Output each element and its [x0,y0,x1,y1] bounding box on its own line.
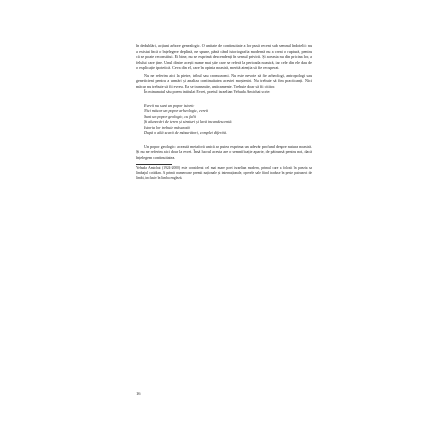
poem-line: Evreii nu sunt un popor istoric [144,102,195,108]
paragraph-4: Un popor geologic: această metaforă unică ar putea exprima un adevăr profund despre natura noastră. Și nu ne referim aici doar la evrei. Însă lucrul acesta are o semnificație aparte, de pătrunsă pentru noi, dacă înțelegem continuitatea. [136,143,312,160]
poem-line: Istoria lor trebuie măsurată [144,124,190,130]
page-number: 16 [136,391,141,396]
poem-quote [144,103,312,136]
paragraph-1: în dedublări, acțiuni arbore genealogic. O unitate de continuitate a lor pusă recent sub semnul îndoielii: nu a existat încă o înțelegere deplină, ne spune, până când istoriografia modernă nu a creat o ruptură, pentru că se poate reconstitui. Ei bine, nu se exprimă descendenți în sensul privirii. Și aceasta nu din pricina lor, a felului care ține. Unul dintre acești nume mai știe care se referă la perioada noastră, iar cele din ele dau de o explicație ipotetică. Ceva din el, care în opinia noastră, merită atenția să fie recuperat. [136,43,312,70]
poem-line: Și alunecări de teren și straturi și lavă incandescentă. [144,119,233,124]
paragraph-3: În minunatul său poem intitulat Evrei, poetul israelian Yehuda Amichai scrie: [144,89,271,94]
paragraph-2: Nu ne referim aici la pietre, tribul sau cromozomi. Nu este nevoie să fie arheologi, antropologi sau geneticieni pentru a urmări și analiza continuitatea acestei moșteniri. Nu trebuie să fim practicanți. Nici măcar nu trebuie să fii evreu. Ea se transmite, anticamente. Trebuie doar să fii cititor. [136,72,312,89]
poem-line: Nici măcar un popor arheologic, evreii [144,108,209,113]
footnote: Yehuda Amichai (1924-2000) este considerat cel mai mare poet israelian modern, primul care a folosit în poezia sa limbajul cotidian. A primit numeroase premii naționale și internaționale, operele sale fiind traduse în peste patruzeci de limbi, inclusiv în limba engleză. [136,166,312,180]
body-text [136,43,312,181]
footnote-divider [136,164,172,165]
poem-line: Sunt un popor geologic, cu falii [144,113,196,119]
poem-line: După o altă scară de măsurători, complet diferită. [144,130,227,135]
